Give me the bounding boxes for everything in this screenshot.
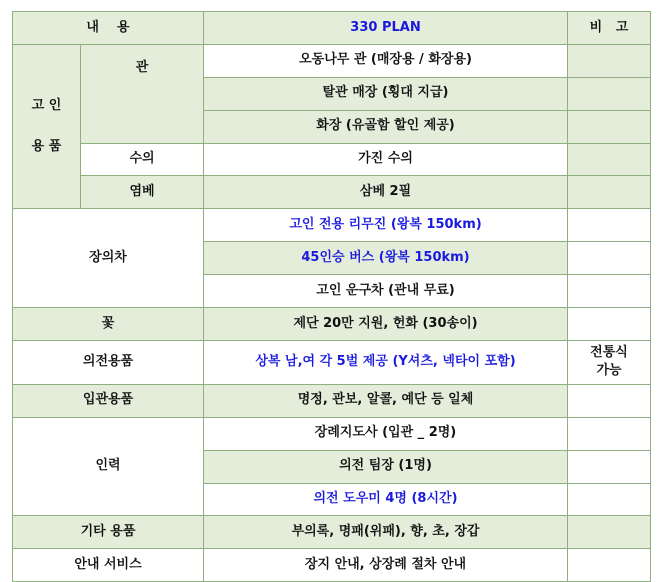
note-cell: [568, 483, 651, 516]
ipgwan-label: 입관용품: [13, 384, 204, 417]
uijeon-note: [568, 340, 651, 384]
jangeuicha-item-2: 45인승 버스 (왕복 150km): [204, 242, 568, 275]
note-cell: [568, 308, 651, 341]
jangeuicha-item-1: 고인 전용 리무진 (왕복 150km): [204, 209, 568, 242]
table-row: [13, 209, 651, 242]
note-cell: [568, 549, 651, 582]
yeombe-value: 삼베 2필: [204, 176, 568, 209]
inryeok-label: 인력: [13, 417, 204, 516]
header-row: [13, 12, 651, 45]
gita-label: 기타 용품: [13, 516, 204, 549]
yeombe-label: 염베: [81, 176, 204, 209]
note-cell: [568, 242, 651, 275]
annae-value: 장지 안내, 상장례 절차 안내: [204, 549, 568, 582]
gita-value: 부의록, 명패(위패), 향, 초, 장갑: [204, 516, 568, 549]
gwan-item-2: 탈관 매장 (횡대 지급): [204, 77, 568, 110]
table-row: [13, 516, 651, 549]
jangeuicha-label: 장의차: [13, 209, 204, 308]
note-cell: [568, 44, 651, 77]
uijeon-value: 상복 남,여 각 5벌 제공 (Y셔츠, 넥타이 포함): [204, 340, 568, 384]
table-row: [13, 308, 651, 341]
goin-label-bottom: 용 품: [31, 138, 62, 154]
goin-yongpum-label: [13, 44, 81, 208]
jangeuicha-item-3: 고인 운구차 (관내 무료): [204, 275, 568, 308]
suui-value: 가진 수의: [204, 143, 568, 176]
note-cell: [568, 143, 651, 176]
inryeok-item-3: 의전 도우미 4명 (8시간): [204, 483, 568, 516]
suui-label: 수의: [81, 143, 204, 176]
annae-label: 안내 서비스: [13, 549, 204, 582]
note-cell: [568, 77, 651, 110]
goin-label-top: 고 인: [31, 97, 62, 113]
header-note: 비 고: [568, 12, 651, 45]
note-cell: [568, 417, 651, 450]
table-row: [13, 176, 651, 209]
note-cell: [568, 516, 651, 549]
header-plan: 330 PLAN: [204, 12, 568, 45]
uijeon-note-line2: 가능: [596, 363, 622, 379]
note-cell: [568, 384, 651, 417]
plan-table: [12, 11, 651, 582]
header-content: 내 용: [13, 12, 204, 45]
ipgwan-value: 명정, 관보, 알콜, 예단 등 일체: [204, 384, 568, 417]
gwan-item-1: 오동나무 관 (매장용 / 화장용): [204, 44, 568, 77]
note-cell: [568, 450, 651, 483]
table-row: [13, 340, 651, 384]
inryeok-item-1: 장례지도사 (입관 _ 2명): [204, 417, 568, 450]
uijeon-label: 의전용품: [13, 340, 204, 384]
table-row: [13, 384, 651, 417]
kkot-value: 제단 20만 지원, 헌화 (30송이): [204, 308, 568, 341]
table-row: [13, 549, 651, 582]
gwan-item-3: 화장 (유골함 할인 제공): [204, 110, 568, 143]
inryeok-item-2: 의전 팀장 (1명): [204, 450, 568, 483]
gwan-label: 관: [81, 44, 204, 143]
note-cell: [568, 209, 651, 242]
uijeon-note-line1: 전통식: [590, 344, 628, 360]
note-cell: [568, 275, 651, 308]
table-row: [13, 44, 651, 77]
table-row: [13, 143, 651, 176]
note-cell: [568, 110, 651, 143]
table-row: [13, 417, 651, 450]
note-cell: [568, 176, 651, 209]
kkot-label: 꽃: [13, 308, 204, 341]
